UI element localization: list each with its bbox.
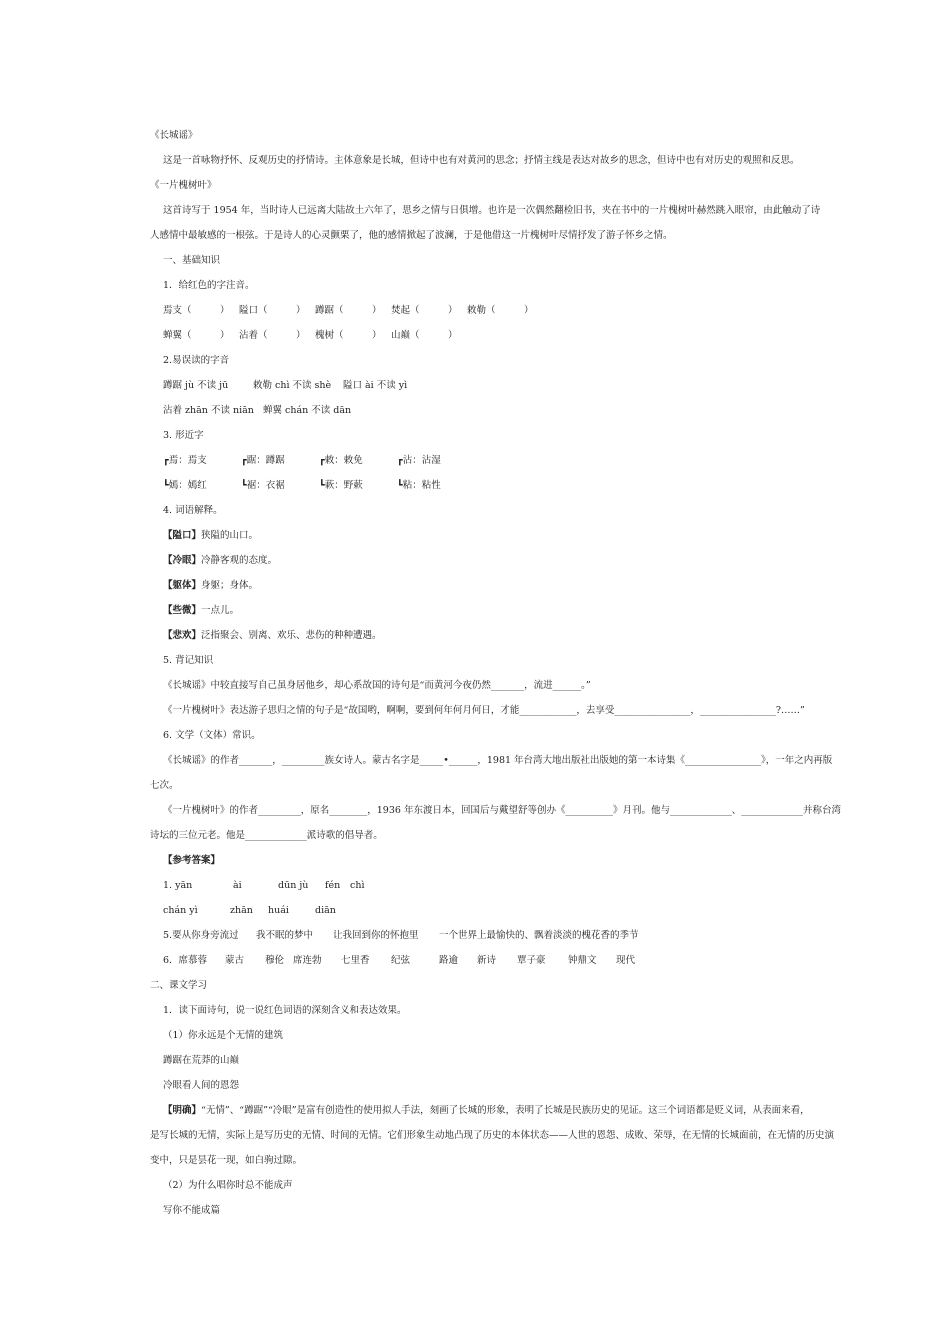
meaning: 一点儿。 <box>201 605 240 616</box>
answer-item: chì <box>350 880 365 891</box>
pinyin-blank: 槐树（ ） <box>315 330 382 341</box>
answer-item: 5.要从你身旁流过 <box>163 930 239 941</box>
heading-huaishuye: 《一片槐树叶》 <box>150 180 217 191</box>
answer-row <box>163 905 336 917</box>
answer-item: 一个世界上最愉快的、飘着淡淡的槐花香的季节 <box>439 930 639 941</box>
poem-line: 写你不能成篇 <box>163 1205 221 1216</box>
fill-in-question: 诗坛的三位元老。他是_____________派诗歌的倡导者。 <box>150 830 383 841</box>
answer-item: chán yì <box>163 905 198 916</box>
reading-row <box>163 405 351 417</box>
meaning: 身躯；身体。 <box>201 580 259 591</box>
pinyin-blank: 敕勒（ ） <box>467 305 534 316</box>
explanation-text: 是写长城的无情，实际上是写历史的无情、时间的无情。它们形象生动地凸现了历史的本体状态——人世的恩怨、成败、荣辱，在无情的长城面前，在无情的历史演 <box>150 1130 835 1141</box>
question: 4. 词语解释。 <box>163 505 223 516</box>
answer-item: zhān <box>230 905 253 916</box>
similar-char: ┗蔌：野蔌 <box>319 480 363 491</box>
pinyin-blank: 焉支（ ） <box>163 305 230 316</box>
reading-row <box>163 380 407 392</box>
answer-item: fén <box>325 880 341 891</box>
answer-item: 穆伦 <box>265 955 285 966</box>
answer-item: 纪弦 <box>391 955 411 966</box>
answer-item: 6．席慕蓉 <box>163 955 208 966</box>
poem-line: 蹲踞在荒莽的山巅 <box>163 1055 240 1066</box>
pinyin-row <box>163 305 543 317</box>
similar-char: ┏沾：沾湿 <box>397 455 441 466</box>
poem-line: （1）你永远是个无情的建筑 <box>163 1030 284 1041</box>
question: 2.易误读的字音 <box>163 355 230 366</box>
poem-line: 冷眼看人间的恩怨 <box>163 1080 240 1091</box>
answer-item: 七里香 <box>341 955 370 966</box>
answer-item: 路逾 <box>439 955 459 966</box>
section-heading: 一、基础知识 <box>163 255 221 266</box>
definition <box>163 605 239 617</box>
similar-char: ┗嫣：嫣红 <box>163 480 207 491</box>
answer-item: 我不眠的梦中 <box>256 930 314 941</box>
answer-item: dūn jù <box>278 880 309 891</box>
answer-item: 蒙古 <box>225 955 245 966</box>
paragraph: 人感情中最敏感的一根弦。于是诗人的心灵颤栗了，他的感情掀起了波澜，于是他借这一片槐树叶尽情抒发了游子怀乡之情。 <box>150 230 673 241</box>
section-heading: 二、课文学习 <box>150 980 208 991</box>
pinyin-blank: 蹲踞（ ） <box>315 305 382 316</box>
definition <box>163 630 382 642</box>
term: 【躯体】 <box>163 580 202 591</box>
similar-char: ┗粘：粘性 <box>397 480 441 491</box>
question: 5. 背记知识 <box>163 655 214 666</box>
reading-item: 蝉翼 chán 不读 dān <box>263 405 352 416</box>
answer-row <box>163 930 639 942</box>
fill-in-question: 《一片槐树叶》的作者_________，原名________，1936 年东渡日本，回国后与戴望舒等创办《__________》月刊。他与_____________、_____________并称台湾 <box>163 805 841 816</box>
term: 【冷眼】 <box>163 555 202 566</box>
heading-changchengyao: 《长城谣》 <box>150 130 198 141</box>
fill-in-question: 《长城谣》的作者_______，_________族女诗人。蒙古名字是_____•______，1981 年台湾大地出版社出版她的第一本诗集《________________》，一年之内再版 <box>163 755 833 766</box>
paragraph: 这是一首咏物抒怀、反观历史的抒情诗。主体意象是长城，但诗中也有对黄河的思念；抒情主线是表达对故乡的思念，但诗中也有对历史的观照和反思。 <box>163 155 800 166</box>
answer-item: 席连勃 <box>293 955 322 966</box>
explanation <box>163 1105 810 1117</box>
definition <box>163 555 277 567</box>
answer-item: ài <box>233 880 242 891</box>
answer-item: 让我回到你的怀抱里 <box>333 930 419 941</box>
definition <box>163 580 258 592</box>
answer-row <box>163 955 635 967</box>
pinyin-blank: 隘口（ ） <box>239 305 306 316</box>
fill-in-question: 七次。 <box>150 780 179 791</box>
meaning: 冷静客观的态度。 <box>201 555 278 566</box>
similar-char: ┏焉：焉支 <box>163 455 207 466</box>
question: 1．给红色的字注音。 <box>163 280 255 291</box>
term: 【些微】 <box>163 605 202 616</box>
answer-item: 钟鼎文 <box>568 955 597 966</box>
similar-chars-row <box>163 480 441 492</box>
question: 1．读下面诗句，说一说红色词语的深刻含义和表达效果。 <box>163 1005 407 1016</box>
answer-item: 现代 <box>616 955 636 966</box>
pinyin-blank: 沾着（ ） <box>239 330 306 341</box>
answer-item: 覃子豪 <box>517 955 546 966</box>
poem-line: （2）为什么唱你时总不能成声 <box>163 1180 293 1191</box>
meaning: 狭隘的山口。 <box>201 530 259 541</box>
question: 6. 文学（文体）常识。 <box>163 730 261 741</box>
pinyin-blank: 蝉翼（ ） <box>163 330 230 341</box>
paragraph: 这首诗写于 1954 年，当时诗人已远离大陆故土六年了，思乡之情与日俱增。也许是一次偶然翻检旧书，夹在书中的一片槐树叶赫然跳入眼帘，由此触动了诗 <box>163 205 821 216</box>
explanation-text: “无情”、“蹲踞”“冷眼”是富有创造性的使用拟人手法，刻画了长城的形象，表明了长城是民族历史的见证。这三个词语都是贬义词，从表面来看， <box>201 1105 810 1116</box>
reading-item: 沾着 zhān 不读 niān <box>163 405 254 416</box>
similar-char: ┗裾：衣裾 <box>241 480 285 491</box>
reading-item: 隘口 ài 不读 yì <box>343 380 408 391</box>
fill-in-question: 《一片槐树叶》表达游子思归之情的句子是“故国哟，啊啊，要到何年何月何日，才能____________，去享受________________，________________?……” <box>163 705 805 716</box>
reading-item: 蹲踞 jù 不读 jū <box>163 380 229 391</box>
clarify-label: 【明确】 <box>163 1105 202 1116</box>
reading-item: 敕勒 chì 不读 shè <box>253 380 332 391</box>
meaning: 泛指聚会、别离、欢乐、悲伤的种种遭遇。 <box>201 630 382 641</box>
similar-chars-row <box>163 455 441 467</box>
answer-item: diān <box>315 905 336 916</box>
pinyin-blank: 焚起（ ） <box>391 305 458 316</box>
pinyin-row <box>163 330 467 342</box>
similar-char: ┏敕：敕免 <box>319 455 363 466</box>
answer-heading: 【参考答案】 <box>163 855 221 866</box>
answer-item: 新诗 <box>477 955 497 966</box>
definition <box>163 530 258 542</box>
term: 【隘口】 <box>163 530 202 541</box>
term: 【悲欢】 <box>163 630 202 641</box>
question: 3. 形近字 <box>163 430 204 441</box>
explanation-text: 变中，只是昙花一现，如白驹过隙。 <box>150 1155 303 1166</box>
answer-row <box>163 880 364 892</box>
similar-char: ┏踞：蹲踞 <box>241 455 285 466</box>
answer-item: 1. yān <box>163 880 193 891</box>
pinyin-blank: 山巅（ ） <box>391 330 458 341</box>
fill-in-question: 《长城谣》中较直接写自己虽身居他乡，却心系故国的诗句是“而黄河今夜仍然_______，流进______。” <box>163 680 591 691</box>
answer-item: huái <box>268 905 289 916</box>
